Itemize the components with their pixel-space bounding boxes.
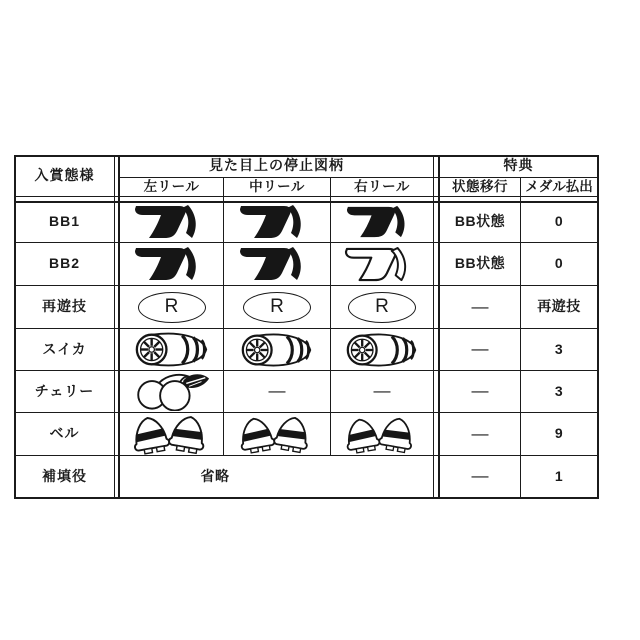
cherry-right-reel-cell: — (373, 381, 391, 401)
seven-solid-icon (132, 203, 212, 241)
filler-merged-cell: 省略 (200, 467, 230, 484)
replay-icon (243, 292, 311, 323)
watermelon-icon (343, 332, 421, 368)
replay-status: — (471, 296, 489, 316)
row-label-cherry: チェリー (34, 382, 95, 399)
bell-icon (339, 415, 425, 454)
bell-status: — (471, 423, 489, 443)
header-medal-payout: メダル払出 (525, 178, 593, 194)
cherry-middle-reel-cell: — (268, 381, 286, 401)
filler-status: — (471, 466, 489, 486)
header-bonus: 特典 (503, 157, 534, 174)
bell-icon (233, 414, 321, 454)
replay-right-reel-cell (331, 286, 433, 328)
replay-icon (138, 292, 206, 323)
row-label-bb1: BB1 (48, 213, 80, 230)
replay-letter: R (270, 295, 284, 317)
row-label-bb2: BB2 (48, 255, 80, 272)
seven-solid-icon (132, 245, 212, 283)
bell-payout: 9 (554, 425, 564, 442)
header-reel-right: 右リール (354, 178, 410, 194)
grid-line (14, 196, 599, 197)
replay-letter: R (164, 295, 179, 317)
bb1-status: BB状態 (454, 213, 506, 230)
watermelon-middle-reel-cell (224, 329, 330, 370)
bb2-right-reel-cell (331, 243, 433, 285)
replay-icon (348, 292, 416, 323)
cherry-left-reel-cell (120, 371, 223, 412)
bb1-middle-reel-cell (224, 202, 330, 242)
cherry-payout: 3 (554, 382, 564, 399)
cherry-icon (132, 372, 212, 411)
seven-solid-icon (237, 203, 317, 241)
bell-right-reel-cell (331, 413, 433, 455)
filler-payout: 1 (554, 467, 564, 484)
replay-middle-reel-cell (224, 286, 330, 328)
watermelon-status: — (471, 339, 489, 359)
header-visible-stop-symbols: 見た目上の停止図柄 (209, 157, 344, 174)
header-status-transition: 状態移行 (452, 178, 508, 194)
grid-line (597, 155, 599, 499)
bb1-payout: 0 (554, 213, 564, 230)
bb1-left-reel-cell (120, 202, 223, 242)
bell-icon (126, 413, 218, 455)
bb2-payout: 0 (554, 255, 564, 272)
row-label-bell: ベル (49, 425, 80, 442)
grid-line (433, 155, 434, 499)
header-reel-middle: 中リール (249, 178, 305, 194)
row-label-filler: 補填役 (42, 467, 87, 484)
bell-left-reel-cell (120, 413, 223, 455)
watermelon-payout: 3 (554, 340, 564, 357)
bb1-right-reel-cell (331, 202, 433, 242)
replay-payout: 再遊技 (537, 298, 581, 315)
seven-solid-icon (237, 245, 317, 283)
bb2-left-reel-cell (120, 243, 223, 285)
watermelon-right-reel-cell (331, 329, 433, 370)
watermelon-icon (132, 331, 212, 368)
header-reel-left: 左リール (143, 178, 200, 194)
replay-left-reel-cell (120, 286, 223, 328)
bell-middle-reel-cell (224, 413, 330, 455)
bb2-middle-reel-cell (224, 243, 330, 285)
bb2-status: BB状態 (454, 255, 506, 272)
seven-outline-icon (343, 246, 421, 283)
grid-line (14, 497, 599, 499)
seven-solid-icon (344, 204, 420, 240)
header-entry: 入賞態様 (34, 166, 95, 183)
replay-letter: R (375, 295, 389, 317)
cherry-status: — (471, 381, 489, 401)
grid-line (114, 155, 115, 499)
watermelon-left-reel-cell (120, 329, 223, 370)
row-label-watermelon: スイカ (42, 340, 87, 357)
watermelon-icon (238, 332, 316, 368)
row-label-replay: 再遊技 (42, 298, 87, 315)
